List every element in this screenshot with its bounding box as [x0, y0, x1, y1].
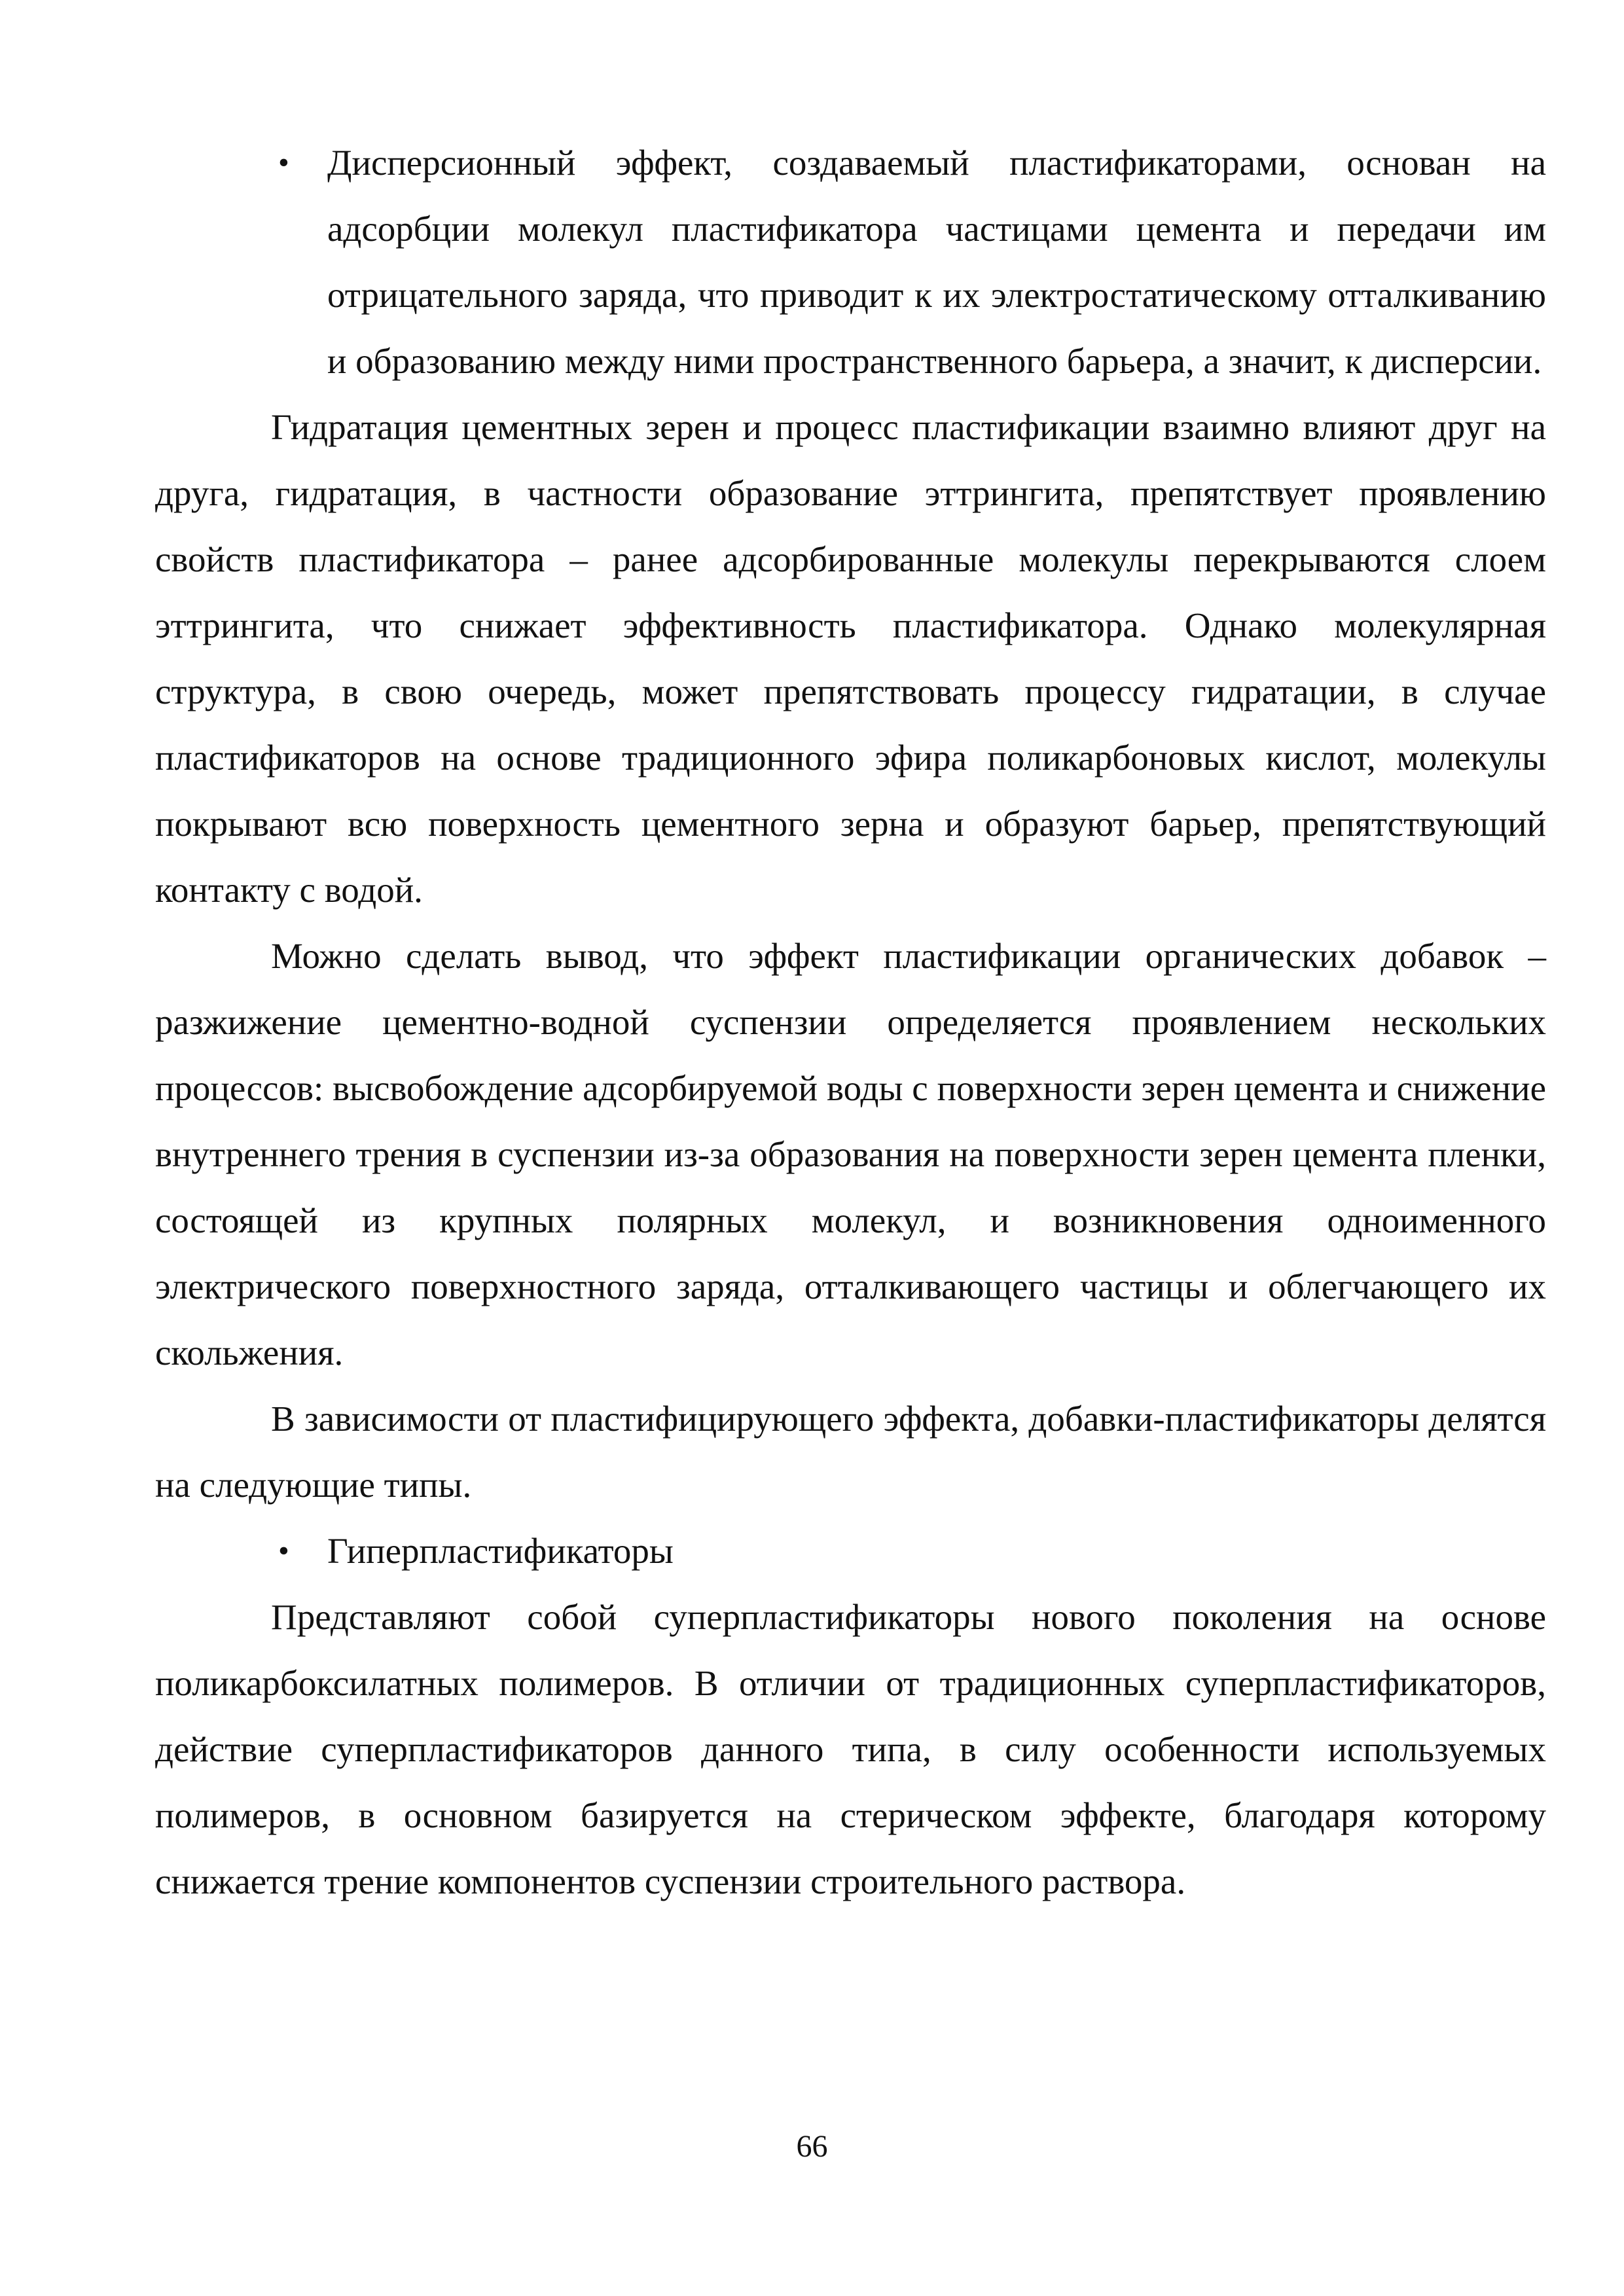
paragraph-hydration: Гидратация цементных зерен и процесс пластификации взаимно влияют друг на друга, гидратация, в частности образование эттрингита, препятствует проявлению свойств пластификатора – ранее адсорбированные молекулы перекрываются слоем эттрингита, что снижает эффективность пластификатора. Однако молекулярная структура, в свою очередь, может препятствовать процессу гидратации, в случае пластификаторов на основе традиционного эфира поликарбоновых кислот, молекулы покрывают всю поверхность цементного зерна и образуют барьер, препятствующий контакту с водой. [155, 407, 1546, 910]
bullet-text: Дисперсионный эффект, создаваемый пластификаторами, основан на адсорбции молекул пластификатора частицами цемента и передачи им отрицательного заряда, что приводит к их электростатическому отталкиванию и образованию между ними пространственного барьера, а значит, к дисперсии. [327, 143, 1546, 381]
bullet-item-hyperplasticizers [155, 1518, 1546, 1584]
bullet-icon: • [278, 145, 289, 180]
bullet-item-dispersion [155, 130, 1546, 394]
page-body [155, 130, 1546, 1914]
page-number: 66 [796, 2129, 828, 2164]
paragraph-conclusion: Можно сделать вывод, что эффект пластификации органических добавок – разжижение цементно-водной суспензии определяется проявлением нескольких процессов: высвобождение адсорбируемой воды с поверхности зерен цемента и снижение внутреннего трения в суспензии из-за образования на поверхности зерен цемента пленки, состоящей из крупных полярных молекул, и возникновения одноименного электрического поверхностного заряда, отталкивающего частицы и облегчающего их скольжения. [155, 936, 1546, 1372]
paragraph-hyperplasticizers-description: Представляют собой суперпластификаторы нового поколения на основе поликарбоксилатных полимеров. В отличии от традиционных суперпластификаторов, действие суперпластификаторов данного типа, в силу особенности используемых полимеров, в основном базируется на стерическом эффекте, благодаря которому снижается трение компонентов суспензии строительного раствора. [155, 1597, 1546, 1901]
bullet-text: Гиперпластификаторы [327, 1531, 674, 1571]
bullet-icon: • [278, 1534, 289, 1568]
paragraph-types-intro: В зависимости от пластифицирующего эффекта, добавки-пластификаторы делятся на следующие типы. [155, 1399, 1546, 1505]
